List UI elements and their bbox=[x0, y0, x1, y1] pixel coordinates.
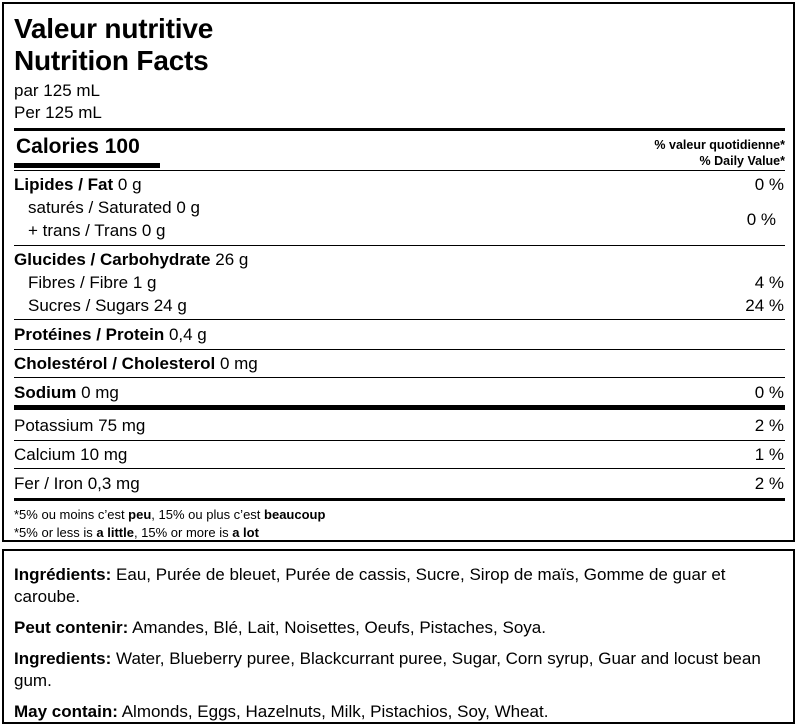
serving-size-french: par 125 mL bbox=[14, 81, 100, 100]
nutrient-row-sodium bbox=[14, 381, 784, 405]
saturated-amount: 0 g bbox=[176, 198, 201, 217]
calories-label: Calories bbox=[16, 135, 99, 158]
allergens-french-text: Amandes, Blé, Lait, Noisettes, Oeufs, Pistaches, Soya. bbox=[132, 618, 546, 637]
calcium-amount: 10 mg bbox=[80, 445, 128, 464]
fibre-amount: 1 g bbox=[132, 273, 157, 292]
daily-value-header bbox=[654, 137, 785, 169]
serving-size-english: Per 125 mL bbox=[14, 103, 102, 122]
footer-rule bbox=[14, 498, 785, 501]
ingredients-english-text: Water, Blueberry puree, Blackcurrant puree, Sugar, Corn syrup, Guar and locust bean gum. bbox=[14, 649, 761, 690]
footnote-french bbox=[14, 506, 325, 523]
nutrition-facts-table bbox=[2, 2, 795, 542]
calcium-daily-value: 1 % bbox=[754, 445, 784, 464]
saturated-trans-daily-value: 0 % bbox=[746, 210, 776, 229]
potassium-daily-value: 2 % bbox=[754, 416, 784, 435]
ingredients-panel bbox=[2, 549, 795, 724]
footnote-emphasis: a lot bbox=[232, 525, 259, 540]
trans-label: + trans / Trans bbox=[28, 221, 138, 240]
cholesterol-label: Cholestérol / Cholesterol bbox=[14, 354, 216, 373]
iron-amount: 0,3 mg bbox=[87, 474, 140, 493]
iron-daily-value: 2 % bbox=[754, 474, 784, 493]
footnote-text: *5% or less is bbox=[14, 525, 97, 540]
calories-value: 100 bbox=[104, 135, 140, 158]
footnote-emphasis: peu bbox=[128, 507, 152, 522]
divider bbox=[14, 468, 785, 469]
fat-label: Lipides / Fat bbox=[14, 175, 114, 194]
potassium-amount: 75 mg bbox=[98, 416, 146, 435]
footnote-text: *5% ou moins c’est bbox=[14, 507, 129, 522]
nutrient-row-fat bbox=[14, 173, 784, 197]
footnote-english bbox=[14, 524, 259, 541]
protein-label: Protéines / Protein bbox=[14, 325, 165, 344]
divider bbox=[14, 377, 785, 378]
ingredients-english bbox=[14, 648, 783, 692]
nutrient-row-sugars bbox=[14, 294, 784, 318]
cholesterol-amount: 0 mg bbox=[219, 354, 258, 373]
sodium-daily-value: 0 % bbox=[754, 383, 784, 402]
divider bbox=[14, 319, 785, 320]
trans-amount: 0 g bbox=[141, 221, 166, 240]
nutrient-row-fibre bbox=[14, 271, 784, 295]
thick-rule bbox=[14, 405, 785, 410]
fat-amount: 0 g bbox=[117, 175, 142, 194]
nutrient-row-saturated bbox=[14, 196, 784, 220]
calories-line bbox=[16, 135, 140, 159]
ingredients-english-heading: Ingredients: bbox=[14, 649, 112, 668]
ingredients-french-heading: Ingrédients: bbox=[14, 565, 112, 584]
ingredients-french-text: Eau, Purée de bleuet, Purée de cassis, Sucre, Sirop de maïs, Gomme de guar et caroube. bbox=[14, 565, 726, 606]
footnote-emphasis: a little bbox=[96, 525, 134, 540]
nutrient-row-calcium bbox=[14, 443, 784, 467]
saturated-label: saturés / Saturated bbox=[28, 198, 172, 217]
sodium-amount: 0 mg bbox=[81, 383, 119, 402]
divider bbox=[14, 440, 785, 441]
allergens-english-heading: May contain: bbox=[14, 702, 118, 721]
footnote-text: , 15% or more is bbox=[133, 525, 233, 540]
allergens-french-heading: Peut contenir: bbox=[14, 618, 129, 637]
sugars-daily-value: 24 % bbox=[745, 296, 784, 315]
sodium-label: Sodium bbox=[14, 383, 77, 402]
fibre-label: Fibres / Fibre bbox=[28, 273, 129, 292]
allergens-french bbox=[14, 617, 783, 639]
footnote-emphasis: beaucoup bbox=[264, 507, 326, 522]
nutrient-row-carbohydrate bbox=[14, 248, 784, 272]
allergens-english-text: Almonds, Eggs, Hazelnuts, Milk, Pistachios, Soy, Wheat. bbox=[121, 702, 549, 721]
nutrient-row-iron bbox=[14, 472, 784, 496]
nutrient-row-protein bbox=[14, 323, 784, 347]
ingredients-french bbox=[14, 564, 783, 608]
title-french: Valeur nutritive bbox=[14, 13, 214, 44]
potassium-label: Potassium bbox=[14, 416, 94, 435]
daily-value-header-french: % valeur quotidienne* bbox=[654, 138, 785, 152]
fat-daily-value: 0 % bbox=[754, 175, 784, 194]
carbohydrate-label: Glucides / Carbohydrate bbox=[14, 250, 211, 269]
title-english: Nutrition Facts bbox=[14, 45, 209, 76]
protein-amount: 0,4 g bbox=[168, 325, 207, 344]
divider bbox=[14, 349, 785, 350]
sugars-label: Sucres / Sugars bbox=[28, 296, 149, 315]
calories-underline bbox=[14, 163, 160, 168]
calcium-label: Calcium bbox=[14, 445, 76, 464]
allergens-english bbox=[14, 701, 783, 723]
divider bbox=[14, 170, 785, 171]
carbohydrate-amount: 26 g bbox=[215, 250, 249, 269]
fibre-daily-value: 4 % bbox=[754, 273, 784, 292]
daily-value-header-english: % Daily Value* bbox=[699, 154, 785, 168]
nutrient-row-trans bbox=[14, 219, 784, 243]
divider bbox=[14, 245, 785, 246]
footnote-text: , 15% ou plus c’est bbox=[151, 507, 265, 522]
sugars-amount: 24 g bbox=[153, 296, 187, 315]
iron-label: Fer / Iron bbox=[14, 474, 83, 493]
nutrient-row-cholesterol bbox=[14, 352, 784, 376]
nutrient-row-potassium bbox=[14, 414, 784, 438]
header-rule bbox=[14, 128, 785, 131]
